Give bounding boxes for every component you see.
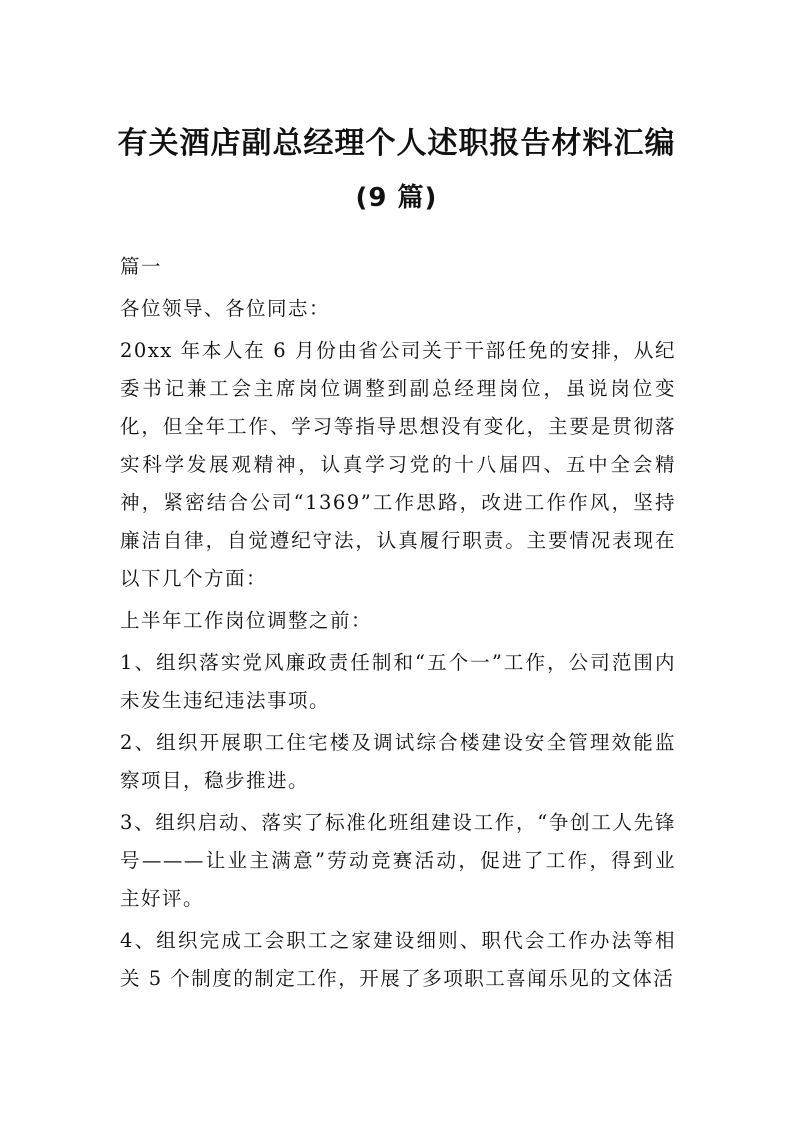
subheading: 上半年工作岗位调整之前：: [120, 609, 373, 632]
document-title-count: (9 篇): [355, 183, 438, 213]
list-item: 4、组织完成工会职工之家建设细则、职代会工作办法等相关 5 个制度的制定工作，开展了多项职工喜闻乐见的文体活: [120, 929, 676, 990]
document-title: 有关酒店副总经理个人述职报告材料汇编: [117, 126, 676, 161]
document-body: [120, 248, 676, 998]
list-item: 3、组织启动、落实了标准化班组建设工作，“争创工人先锋号———让业主满意”劳动竞赛活动，促进了工作，得到业主好评。: [120, 811, 676, 910]
intro-paragraph: 20xx 年本人在 6 月份由省公司关于干部任免的安排，从纪委书记兼工会主席岗位调整到副总经理岗位，虽说岗位变化，但全年工作、学习等指导思想没有变化，主要是贯彻落实科学发展观精神，认真学习党的十八届四、五中全会精神，紧密结合公司“1369”工作思路，改进工作作风，坚持廉洁自律，自觉遵纪守法，认真履行职责。主要情况表现在以下几个方面：: [120, 339, 676, 590]
salutation: 各位领导、各位同志：: [120, 297, 331, 320]
list-item: 2、组织开展职工住宅楼及调试综合楼建设安全管理效能监察项目，稳步推进。: [120, 731, 676, 792]
section-heading: 篇一: [120, 255, 163, 278]
list-item: 1、组织落实党风廉政责任制和“五个一”工作，公司范围内未发生违纪违法事项。: [120, 651, 676, 712]
